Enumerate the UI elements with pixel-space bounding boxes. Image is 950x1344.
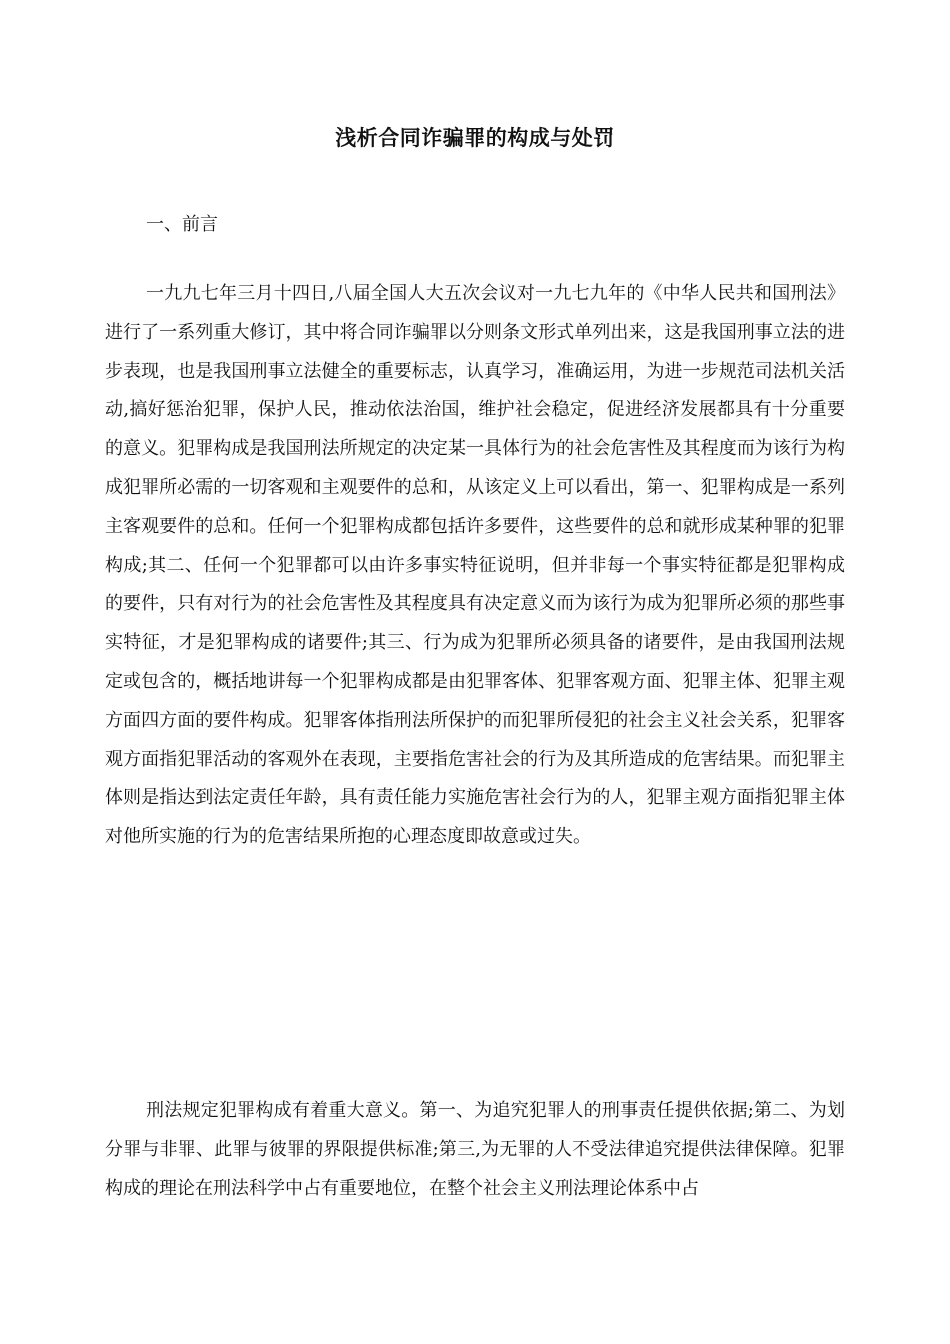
body-paragraph-1: 一九九七年三月十四日,八届全国人大五次会议对一九七九年的《中华人民共和国刑法》进行了一系列重大修订，其中将合同诈骗罪以分则条文形式单列出来，这是我国刑事立法的进步表现，也是我国刑事立法健全的重要标志，认真学习，准确运用，为进一步规范司法机关活动,搞好惩治犯罪，保护人民，推动依法治国，维护社会稳定，促进经济发展都具有十分重要的意义。犯罪构成是我国刑法所规定的决定某一具体行为的社会危害性及其程度而为该行为构成犯罪所必需的一切客观和主观要件的总和，从该定义上可以看出，第一、犯罪构成是一系列主客观要件的总和。任何一个犯罪构成都包括许多要件，这些要件的总和就形成某种罪的犯罪构成;其二、任何一个犯罪都可以由许多事实特征说明，但并非每一个事实特征都是犯罪构成的要件，只有对行为的社会危害性及其程度具有决定意义而为该行为成为犯罪所必须的那些事实特征，才是犯罪构成的诸要件;其三、行为成为犯罪所必须具备的诸要件，是由我国刑法规定或包含的，概括地讲每一个犯罪构成都是由犯罪客体、犯罪客观方面、犯罪主体、犯罪主观方面四方面的要件构成。犯罪客体指刑法所保护的而犯罪所侵犯的社会主义社会关系，犯罪客观方面指犯罪活动的客观外在表现，主要指危害社会的行为及其所造成的危害结果。而犯罪主体则是指达到法定责任年龄，具有责任能力实施危害社会行为的人，犯罪主观方面指犯罪主体对他所实施的行为的危害结果所抱的心理态度即故意或过失。	[105, 283, 845, 848]
section-heading: 一、前言	[146, 214, 218, 235]
document-title: 浅析合同诈骗罪的构成与处罚	[335, 126, 615, 150]
body-paragraph-2: 刑法规定犯罪构成有着重大意义。第一、为追究犯罪人的刑事责任提供依据;第二、为划分罪与非罪、此罪与彼罪的界限提供标准;第三,为无罪的人不受法律追究提供法律保障。犯罪构成的理论在刑法科学中占有重要地位，在整个社会主义刑法理论体系中占	[105, 1100, 845, 1199]
